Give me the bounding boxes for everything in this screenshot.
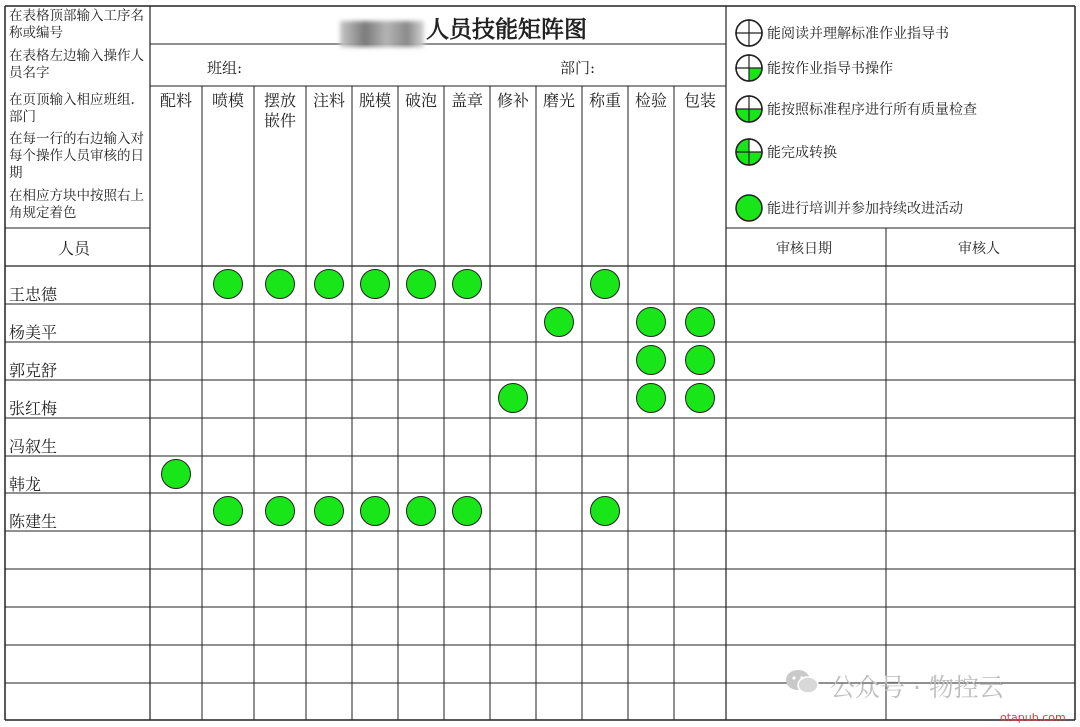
legend-level-3-icon [733, 93, 765, 125]
skill-header-5: 破泡 [404, 91, 437, 110]
skill-dot-1-8 [544, 307, 574, 337]
people-header: 人员 [58, 239, 91, 258]
skill-dot-3-10 [636, 383, 666, 413]
audit-date-header: 审核日期 [776, 241, 832, 257]
legend-label-3: 能按照标准程序进行所有质量检查 [767, 102, 977, 118]
team-label: 班组: [207, 59, 243, 77]
instruction-5: 在相应方块中按照右上角规定着色 [9, 188, 144, 221]
skill-dot-0-6 [452, 269, 482, 299]
legend-level-1-icon [733, 17, 765, 49]
instruction-1: 在表格顶部输入工序名称或编号 [9, 8, 144, 41]
page-title [340, 11, 587, 47]
legend-label-4: 能完成转换 [767, 145, 837, 161]
person-name-0: 王忠德 [9, 285, 58, 304]
skill-header-10: 检验 [634, 91, 667, 110]
skill-dot-0-4 [360, 269, 390, 299]
skill-dot-2-11 [685, 345, 715, 375]
skill-dot-0-5 [406, 269, 436, 299]
legend-label-1: 能阅读并理解标准作业指导书 [767, 26, 949, 42]
watermark-text: 公众号 · 物控云 [830, 673, 1004, 702]
person-name-6: 陈建生 [9, 512, 58, 532]
auditor-header: 审核人 [958, 241, 1000, 257]
legend-label-5: 能进行培训并参加持续改进活动 [767, 201, 963, 217]
page-title-text: 人员技能矩阵图 [426, 17, 587, 43]
skill-dot-0-3 [314, 269, 344, 299]
person-name-5: 韩龙 [9, 474, 42, 494]
skill-dot-3-7 [498, 383, 528, 413]
skill-dot-5-0 [161, 459, 191, 489]
skill-header-11: 包装 [683, 91, 716, 110]
instruction-4: 在每一行的右边输入对每个操作人员审核的日期 [9, 131, 144, 181]
wechat-icon [784, 668, 820, 696]
legend-label-2: 能按作业指导书操作 [767, 61, 893, 77]
redacted-company-name [340, 21, 424, 47]
person-name-3: 张红梅 [9, 398, 58, 418]
skill-header-7: 修补 [496, 91, 529, 110]
legend-level-5-icon [733, 192, 765, 224]
skill-header-9: 称重 [588, 91, 621, 110]
skill-header-1: 喷模 [211, 91, 244, 110]
legend-level-4-icon [733, 136, 765, 168]
skill-header-4: 脱模 [358, 91, 391, 110]
dept-label: 部门: [560, 59, 596, 77]
skill-dot-0-1 [213, 269, 243, 299]
skill-header-0: 配料 [159, 91, 192, 110]
skill-header-6: 盖章 [450, 91, 483, 110]
skill-dot-0-9 [590, 269, 620, 299]
person-name-2: 郭克舒 [9, 360, 58, 380]
watermark-url: otapub.com [1000, 711, 1066, 724]
skill-header-2: 摆放嵌件 [263, 91, 296, 130]
skill-dot-1-11 [685, 307, 715, 337]
instruction-2: 在表格左边输入操作人员名字 [9, 48, 144, 81]
skill-dot-2-10 [636, 345, 666, 375]
skill-header-3: 注料 [312, 91, 345, 110]
skill-dot-1-10 [636, 307, 666, 337]
legend-level-2-icon [733, 52, 765, 84]
person-name-4: 冯叙生 [9, 436, 58, 456]
instruction-3: 在页顶输入相应班组.部门 [9, 92, 135, 125]
skill-dot-3-11 [685, 383, 715, 413]
skill-header-8: 磨光 [542, 91, 575, 110]
skill-dot-0-2 [265, 269, 295, 299]
person-name-1: 杨美平 [9, 322, 58, 342]
